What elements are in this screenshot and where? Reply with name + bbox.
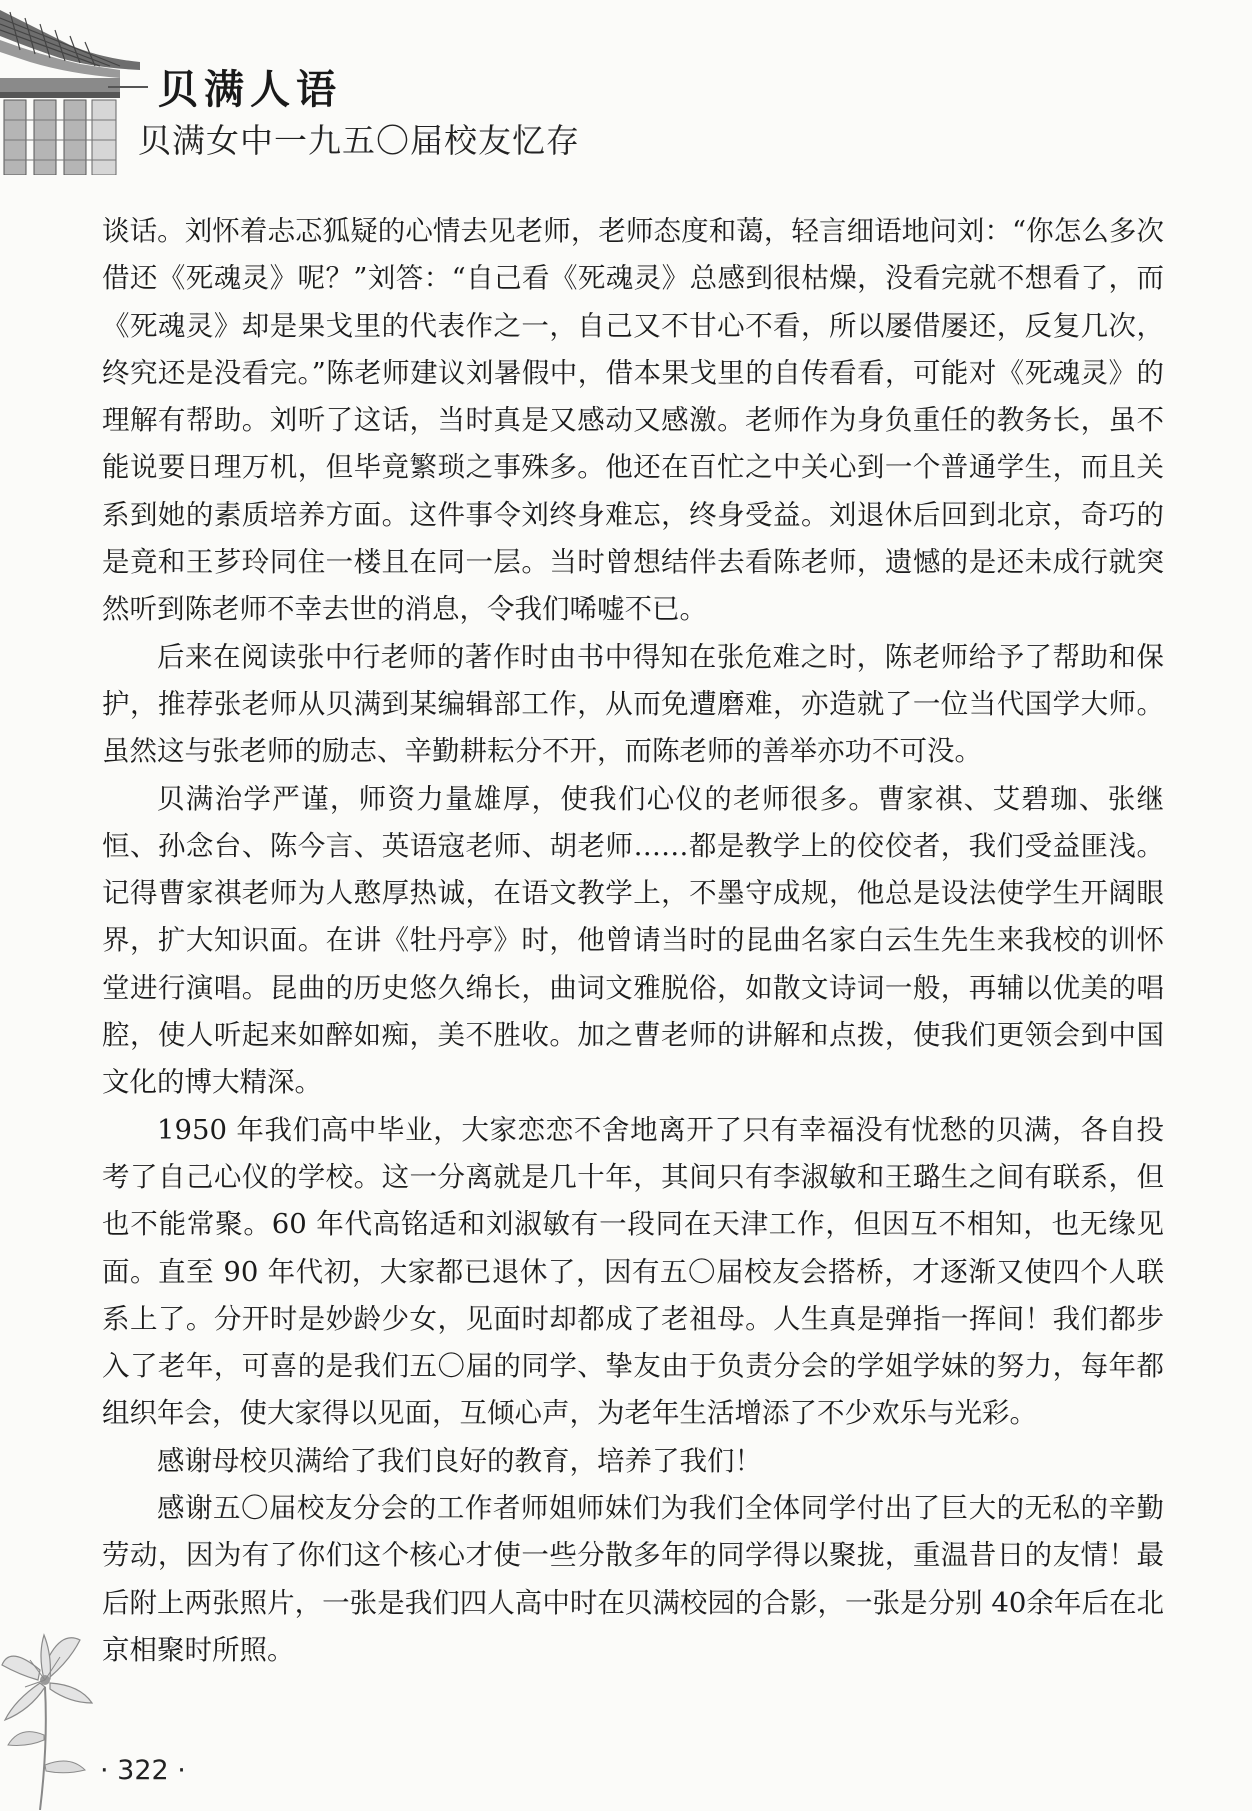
lily-flower-illustration [0,1625,95,1810]
paragraph: 1950 年我们高中毕业，大家恋恋不舍地离开了只有幸福没有忧愁的贝满，各自投考了自己心仪的学校。这一分离就是几十年，其间只有李淑敏和王璐生之间有联系，但也不能常聚。60 年代高铭适和刘淑敏有一段同在天津工作，但因互不相知，也无缘见面。直至 90 年代初，大家都已退休了，因有五〇届校友会搭桥，才逐渐又使四个人联系上了。分开时是妙龄少女，见面时却都成了老祖母。人生真是弹指一挥间！我们都步入了老年，可喜的是我们五〇届的同学、挚友由于负责分会的学姐学妹的努力，每年都组织年会，使大家得以见面，互倾心声，为老年生活增添了不少欢乐与光彩。 [102,1113,1164,1430]
section-subtitle: 贝满女中一九五〇届校友忆存 [138,121,580,160]
article-body [102,208,1164,1674]
page-number: · 322 · [100,1755,186,1786]
paragraph: 感谢母校贝满给了我们良好的教育，培养了我们！ [157,1444,762,1477]
paragraph: 贝满治学严谨，师资力量雄厚，使我们心仪的老师很多。曹家祺、艾碧珈、张继恒、孙念台、陈今言、英语寇老师、胡老师……都是教学上的佼佼者，我们受益匪浅。记得曹家祺老师为人憨厚热诚，在语文教学上，不墨守成规，他总是设法使学生开阔眼界，扩大知识面。在讲《牡丹亭》时，他曾请当时的昆曲名家白云生先生来我校的训怀堂进行演唱。昆曲的历史悠久绵长，曲词文雅脱俗，如散文诗词一般，再辅以优美的唱腔，使人听起来如醉如痴，美不胜收。加之曹老师的讲解和点拨，使我们更领会到中国文化的博大精深。 [102,782,1164,1099]
section-title: 贝满人语 [158,67,342,113]
header-rule [108,86,148,88]
paragraph: 感谢五〇届校友分会的工作者师姐师妹们为我们全体同学付出了巨大的无私的辛勤劳动，因为有了你们这个核心才使一些分散多年的同学得以聚拢，重温昔日的友情！最后附上两张照片，一张是我们四人高中时在贝满校园的合影，一张是分别 40余年后在北京相聚时所照。 [102,1492,1164,1666]
paragraph: 后来在阅读张中行老师的著作时由书中得知在张危难之时，陈老师给予了帮助和保护，推荐张老师从贝满到某编辑部工作，从而免遭磨难，亦造就了一位当代国学大师。虽然这与张老师的励志、辛勤耕耘分不开，而陈老师的善举亦功不可没。 [102,640,1164,768]
paragraph: 谈话。刘怀着忐忑狐疑的心情去见老师，老师态度和蔼，轻言细语地问刘：“你怎么多次借还《死魂灵》呢？”刘答：“自己看《死魂灵》总感到很枯燥，没看完就不想看了，而《死魂灵》却是果戈里的代表作之一，自己又不甘心不看，所以屡借屡还，反复几次，终究还是没看完。”陈老师建议刘暑假中，借本果戈里的自传看看，可能对《死魂灵》的理解有帮助。刘听了这话，当时真是又感动又感激。老师作为身负重任的教务长，虽不能说要日理万机，但毕竟繁琐之事殊多。他还在百忙之中关心到一个普通学生，而且关系到她的素质培养方面。这件事令刘终身难忘，终身受益。刘退休后回到北京，奇巧的是竟和王芗玲同住一楼且在同一层。当时曾想结伴去看陈老师，遗憾的是还未成行就突然听到陈老师不幸去世的消息，令我们唏嘘不已。 [102,215,1164,626]
